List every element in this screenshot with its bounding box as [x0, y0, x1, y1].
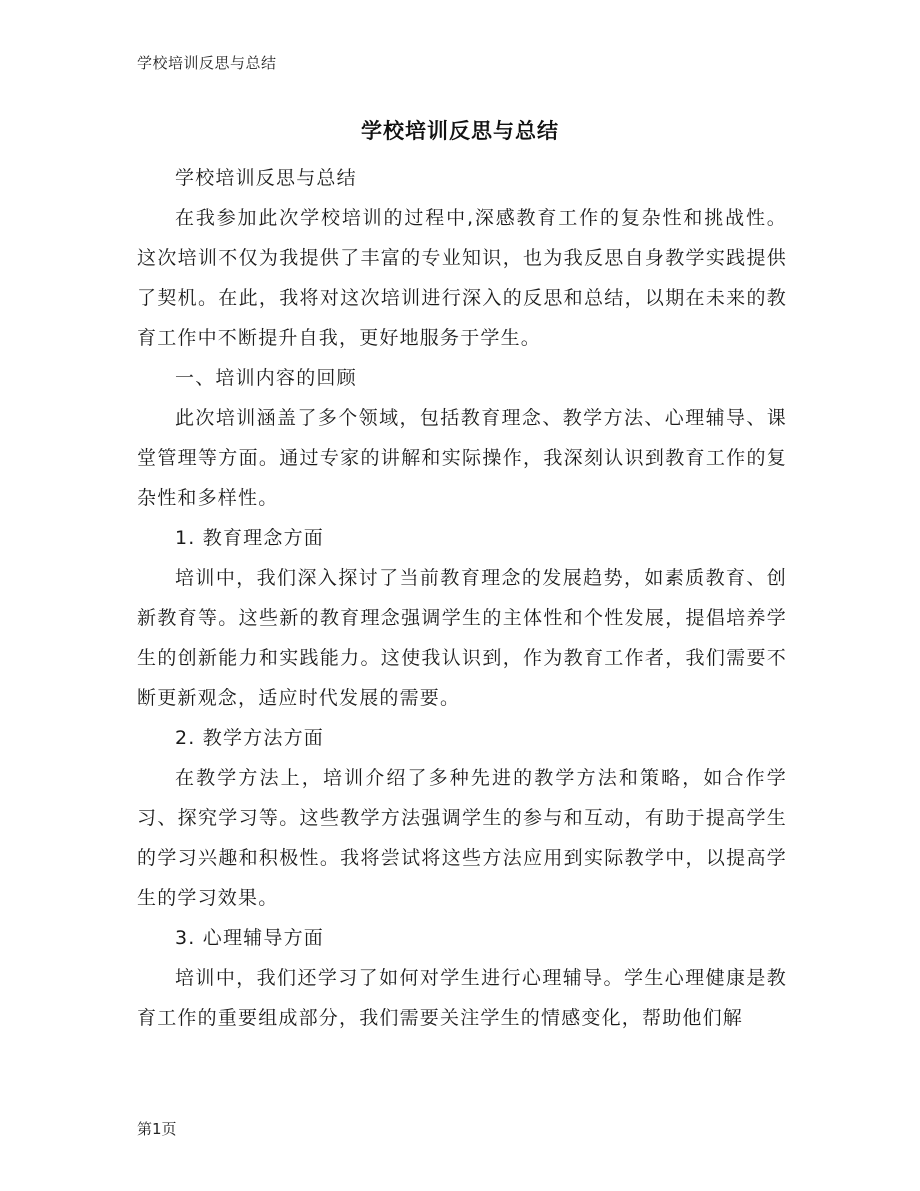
paragraph-subtitle: 学校培训反思与总结 — [175, 167, 357, 189]
document-title: 学校培训反思与总结 — [361, 119, 559, 143]
paragraph: 培训中，我们深入探讨了当前教育理念的发展趋势，如素质教育、创新教育等。这些新的教育理念强调学生的主体性和个性发展，提倡培养学生的创新能力和实践能力。这使我认识到，作为教育工作者，我们需要不断更新观念，适应时代发展的需要。 — [137, 567, 787, 709]
paragraph: 此次培训涵盖了多个领域，包括教育理念、教学方法、心理辅导、课堂管理等方面。通过专家的讲解和实际操作，我深刻认识到教育工作的复杂性和多样性。 — [137, 407, 787, 509]
paragraph: 培训中，我们还学习了如何对学生进行心理辅导。学生心理健康是教育工作的重要组成部分，我们需要关注学生的情感变化，帮助他们解 — [137, 967, 787, 1029]
subsection-heading: 3. 心理辅导方面 — [175, 927, 324, 949]
subsection-heading: 1. 教育理念方面 — [175, 527, 324, 549]
subsection-heading: 2. 教学方法方面 — [175, 727, 324, 749]
paragraph-intro: 在我参加此次学校培训的过程中,深感教育工作的复杂性和挑战性。这次培训不仅为我提供了丰富的专业知识，也为我反思自身教学实践提供了契机。在此，我将对这次培训进行深入的反思和总结，以期在未来的教育工作中不断提升自我，更好地服务于学生。 — [137, 207, 787, 349]
section-heading: 一、培训内容的回顾 — [175, 367, 357, 389]
page-number: 第1页 — [137, 1120, 177, 1138]
document-body — [137, 158, 787, 1038]
paragraph: 在教学方法上，培训介绍了多种先进的教学方法和策略，如合作学习、探究学习等。这些教学方法强调学生的参与和互动，有助于提高学生的学习兴趣和积极性。我将尝试将这些方法应用到实际教学中，以提高学生的学习效果。 — [137, 767, 787, 909]
page-header: 学校培训反思与总结 — [137, 54, 277, 72]
